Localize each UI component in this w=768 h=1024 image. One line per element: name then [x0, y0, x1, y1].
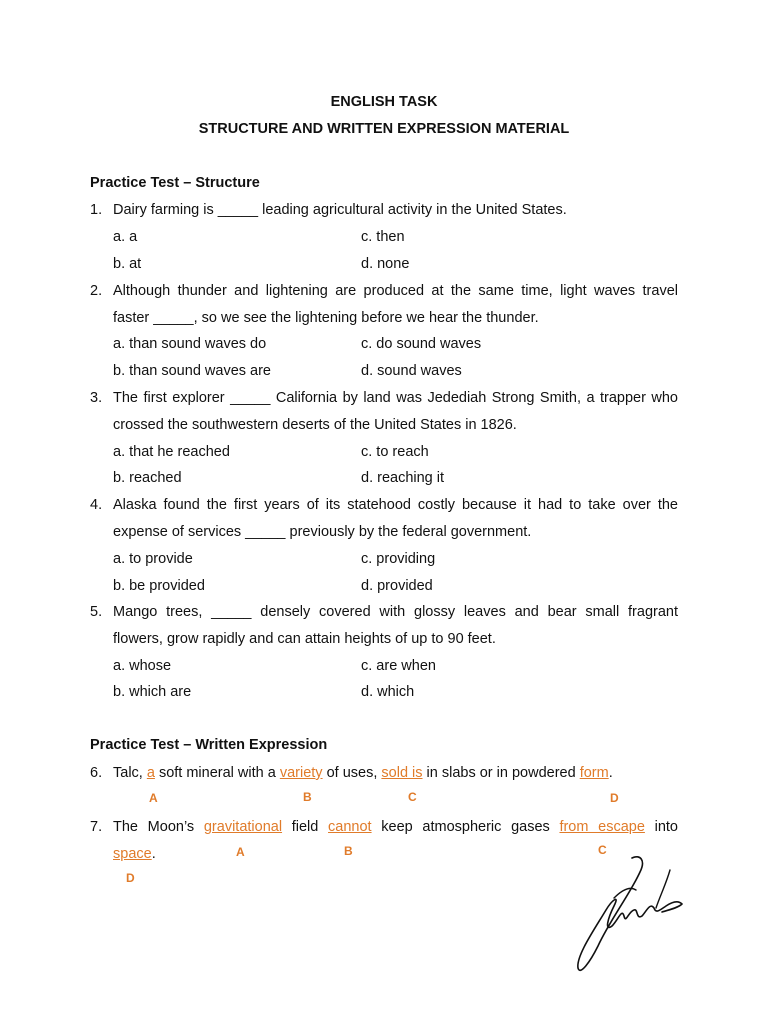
underlined-segment-b: variety: [279, 765, 323, 781]
label-b: B: [344, 844, 353, 858]
question-text-line-2: faster _____, so we see the lightening before we hear the thunder.: [113, 310, 539, 326]
underlined-segment-a: gravitational: [203, 819, 283, 835]
written-expression-heading: Practice Test – Written Expression: [90, 737, 328, 753]
question-number: 1.: [90, 202, 103, 218]
underlined-segment-c: sold is: [381, 765, 423, 781]
question-number: 5.: [90, 604, 103, 620]
question-number: 2.: [90, 283, 103, 299]
document-title: ENGLISH TASK: [330, 94, 438, 110]
option-b: b. be provided: [113, 578, 205, 594]
question-text: Dairy farming is _____ leading agricultural activity in the United States.: [113, 202, 567, 218]
option-b: b. which are: [113, 684, 192, 700]
question-number: 6.: [90, 765, 103, 781]
option-b: b. at: [113, 256, 142, 272]
option-a: a. whose: [113, 658, 172, 674]
label-c: C: [408, 790, 417, 804]
question-text-line-2: space.: [113, 846, 156, 862]
label-a: A: [149, 791, 158, 805]
question-number: 7.: [90, 819, 103, 835]
option-c: c. are when: [361, 658, 436, 674]
option-d: d. sound waves: [361, 363, 462, 379]
question-text-line-1: Although thunder and lightening are produced at the same time, light waves travel: [113, 283, 678, 299]
option-c: c. to reach: [361, 444, 429, 460]
option-b: b. reached: [113, 470, 182, 486]
question-number: 4.: [90, 497, 103, 513]
question-text: Talc, a soft mineral with a variety of uses, sold is in slabs or in powdered form.: [113, 765, 613, 781]
document-subtitle: STRUCTURE AND WRITTEN EXPRESSION MATERIAL: [198, 121, 570, 137]
question-text-line-1: The first explorer _____ California by land was Jedediah Strong Smith, a trapper who: [113, 390, 678, 406]
option-a: a. to provide: [113, 551, 193, 567]
option-a: a. a: [113, 229, 138, 245]
label-d: D: [126, 871, 135, 885]
question-text-line-2: crossed the southwestern deserts of the United States in 1826.: [113, 417, 517, 433]
structure-heading: Practice Test – Structure: [90, 175, 260, 191]
signature-graphic: [570, 850, 690, 980]
option-d: d. provided: [361, 578, 433, 594]
underlined-segment-d: form: [579, 765, 609, 781]
option-d: d. reaching it: [361, 470, 445, 486]
question-text-line-2: expense of services _____ previously by the federal government.: [113, 524, 532, 540]
underlined-segment-c: from escape: [559, 819, 645, 835]
option-c: c. providing: [361, 551, 436, 567]
label-c: C: [598, 843, 607, 857]
question-text-line-2: flowers, grow rapidly and can attain heights of up to 90 feet.: [113, 631, 496, 647]
question-text-line-1: Alaska found the first years of its statehood costly because it had to take over the: [113, 497, 678, 513]
underlined-segment-d: space: [113, 846, 152, 862]
label-d: D: [610, 791, 619, 805]
question-text-line-1: The Moon’s gravitational field cannot keep atmospheric gases from escape into: [113, 819, 678, 835]
option-d: d. which: [361, 684, 415, 700]
option-a: a. than sound waves do: [113, 336, 267, 352]
option-b: b. than sound waves are: [113, 363, 271, 379]
question-number: 3.: [90, 390, 103, 406]
option-c: c. do sound waves: [361, 336, 482, 352]
option-d: d. none: [361, 256, 410, 272]
label-b: B: [303, 790, 312, 804]
label-a: A: [236, 845, 245, 859]
question-text-line-1: Mango trees, _____ densely covered with glossy leaves and bear small fragrant: [113, 604, 678, 620]
option-a: a. that he reached: [113, 444, 230, 460]
option-c: c. then: [361, 229, 405, 245]
underlined-segment-b: cannot: [328, 819, 372, 835]
underlined-segment-a: a: [146, 765, 155, 781]
